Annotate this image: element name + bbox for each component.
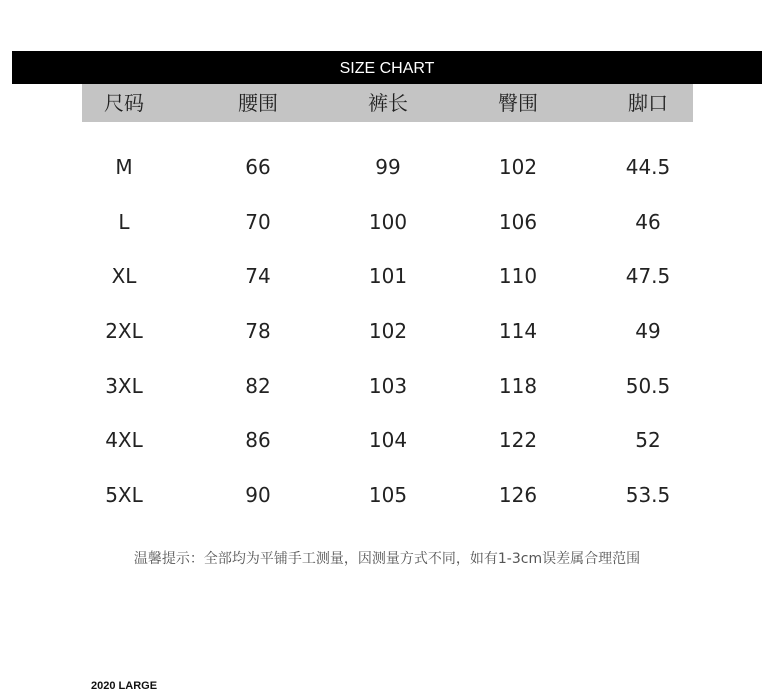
table-row xyxy=(0,207,774,237)
waist-cell: 86 xyxy=(245,428,271,452)
table-row xyxy=(0,316,774,346)
hip-cell: 110 xyxy=(498,264,538,288)
hip-cell: 114 xyxy=(498,319,538,343)
size-cell: 4XL xyxy=(105,428,143,452)
hem-cell: 52 xyxy=(635,428,661,452)
hip-cell: 118 xyxy=(498,374,538,398)
measurement-note: 温馨提示：全部均为平铺手工测量，因测量方式不同，如有1-3cm误差属合理范围 xyxy=(133,551,641,567)
waist-cell: 90 xyxy=(245,483,271,507)
size-cell: M xyxy=(115,155,133,179)
size-cell: 2XL xyxy=(105,319,143,343)
table-row xyxy=(0,371,774,401)
length-cell: 101 xyxy=(368,264,408,288)
size-chart-title: SIZE CHART xyxy=(12,51,762,84)
size-cell: L xyxy=(118,210,130,234)
column-header-length: 裤长 xyxy=(368,91,408,115)
hem-cell: 53.5 xyxy=(625,483,671,507)
hip-cell: 102 xyxy=(498,155,538,179)
length-cell: 99 xyxy=(375,155,401,179)
hip-cell: 122 xyxy=(498,428,538,452)
footer-label: 2020 LARGE xyxy=(91,680,158,692)
hem-cell: 46 xyxy=(635,210,661,234)
table-row xyxy=(0,480,774,510)
hem-cell: 47.5 xyxy=(625,264,671,288)
column-header-waist: 腰围 xyxy=(238,91,278,115)
size-cell: 3XL xyxy=(105,374,143,398)
length-cell: 105 xyxy=(368,483,408,507)
length-cell: 102 xyxy=(368,319,408,343)
column-header-hem: 脚口 xyxy=(628,91,668,115)
waist-cell: 74 xyxy=(245,264,271,288)
column-header-size: 尺码 xyxy=(104,91,144,115)
length-cell: 104 xyxy=(368,428,408,452)
table-row xyxy=(0,152,774,182)
waist-cell: 82 xyxy=(245,374,271,398)
size-cell: XL xyxy=(111,264,137,288)
column-header-hip: 臀围 xyxy=(498,91,538,115)
table-row xyxy=(0,425,774,455)
waist-cell: 78 xyxy=(245,319,271,343)
hem-cell: 44.5 xyxy=(625,155,671,179)
waist-cell: 70 xyxy=(245,210,271,234)
length-cell: 103 xyxy=(368,374,408,398)
waist-cell: 66 xyxy=(245,155,271,179)
hip-cell: 126 xyxy=(498,483,538,507)
table-row xyxy=(0,261,774,291)
table-header xyxy=(82,84,693,122)
hip-cell: 106 xyxy=(498,210,538,234)
size-cell: 5XL xyxy=(105,483,143,507)
hem-cell: 49 xyxy=(635,319,661,343)
hem-cell: 50.5 xyxy=(625,374,671,398)
length-cell: 100 xyxy=(368,210,408,234)
